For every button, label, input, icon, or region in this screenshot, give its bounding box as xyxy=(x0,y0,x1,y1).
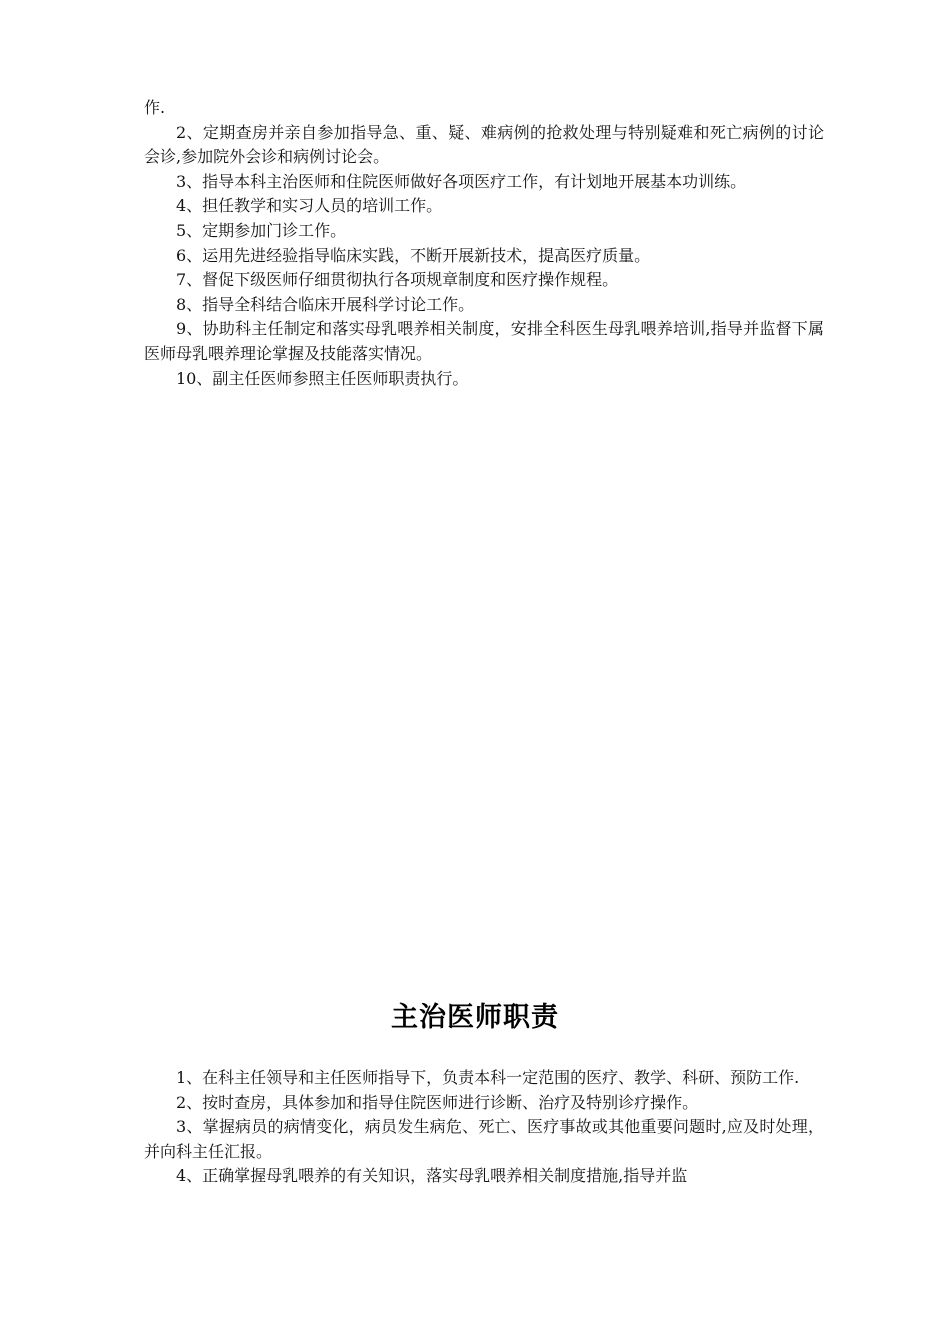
paragraph-item-6: 6、运用先进经验指导临床实践，不断开展新技术，提高医疗质量。 xyxy=(176,245,651,265)
paragraph-item-9: 9、协助科主任制定和落实母乳喂养相关制度，安排全科医生母乳喂养培训,指导并监督下属医师母乳喂养理论掌握及技能落实情况。 xyxy=(144,319,824,363)
paragraph-item-5: 5、定期参加门诊工作。 xyxy=(176,220,347,240)
paragraph-item-8: 8、指导全科结合临床开展科学讨论工作。 xyxy=(176,294,475,314)
bottom-section xyxy=(144,1066,824,1189)
paragraph-item-4: 4、担任教学和实习人员的培训工作。 xyxy=(176,196,443,216)
paragraph-item-7: 7、督促下级医师仔细贯彻执行各项规章制度和医疗操作规程。 xyxy=(176,270,619,290)
paragraph-item-2: 2、定期查房并亲自参加指导急、重、疑、难病例的抢救处理与特别疑难和死亡病例的讨论会诊,参加院外会诊和病例讨论会。 xyxy=(144,122,824,167)
paragraph-item-4: 4、正确掌握母乳喂养的有关知识，落实母乳喂养相关制度措施,指导并监 xyxy=(176,1166,688,1186)
paragraph-item-3: 3、指导本科主治医师和住院医师做好各项医疗工作，有计划地开展基本功训练。 xyxy=(176,171,747,191)
section-title: 主治医师职责 xyxy=(391,1002,559,1033)
paragraph-item-10: 10、副主任医师参照主任医师职责执行。 xyxy=(176,368,469,388)
paragraph-continuation: 作. xyxy=(144,98,166,117)
paragraph-item-2: 2、按时查房，具体参加和指导住院医师进行诊断、治疗及特别诊疗操作。 xyxy=(176,1092,699,1112)
paragraph-item-3: 3、掌握病员的病情变化，病员发生病危、死亡、医疗事故或其他重要问题时,应及时处理，并向科主任汇报。 xyxy=(144,1117,824,1161)
paragraph-item-1: 1、在科主任领导和主任医师指导下，负责本科一定范围的医疗、教学、科研、预防工作. xyxy=(176,1068,800,1087)
top-section xyxy=(144,96,824,391)
